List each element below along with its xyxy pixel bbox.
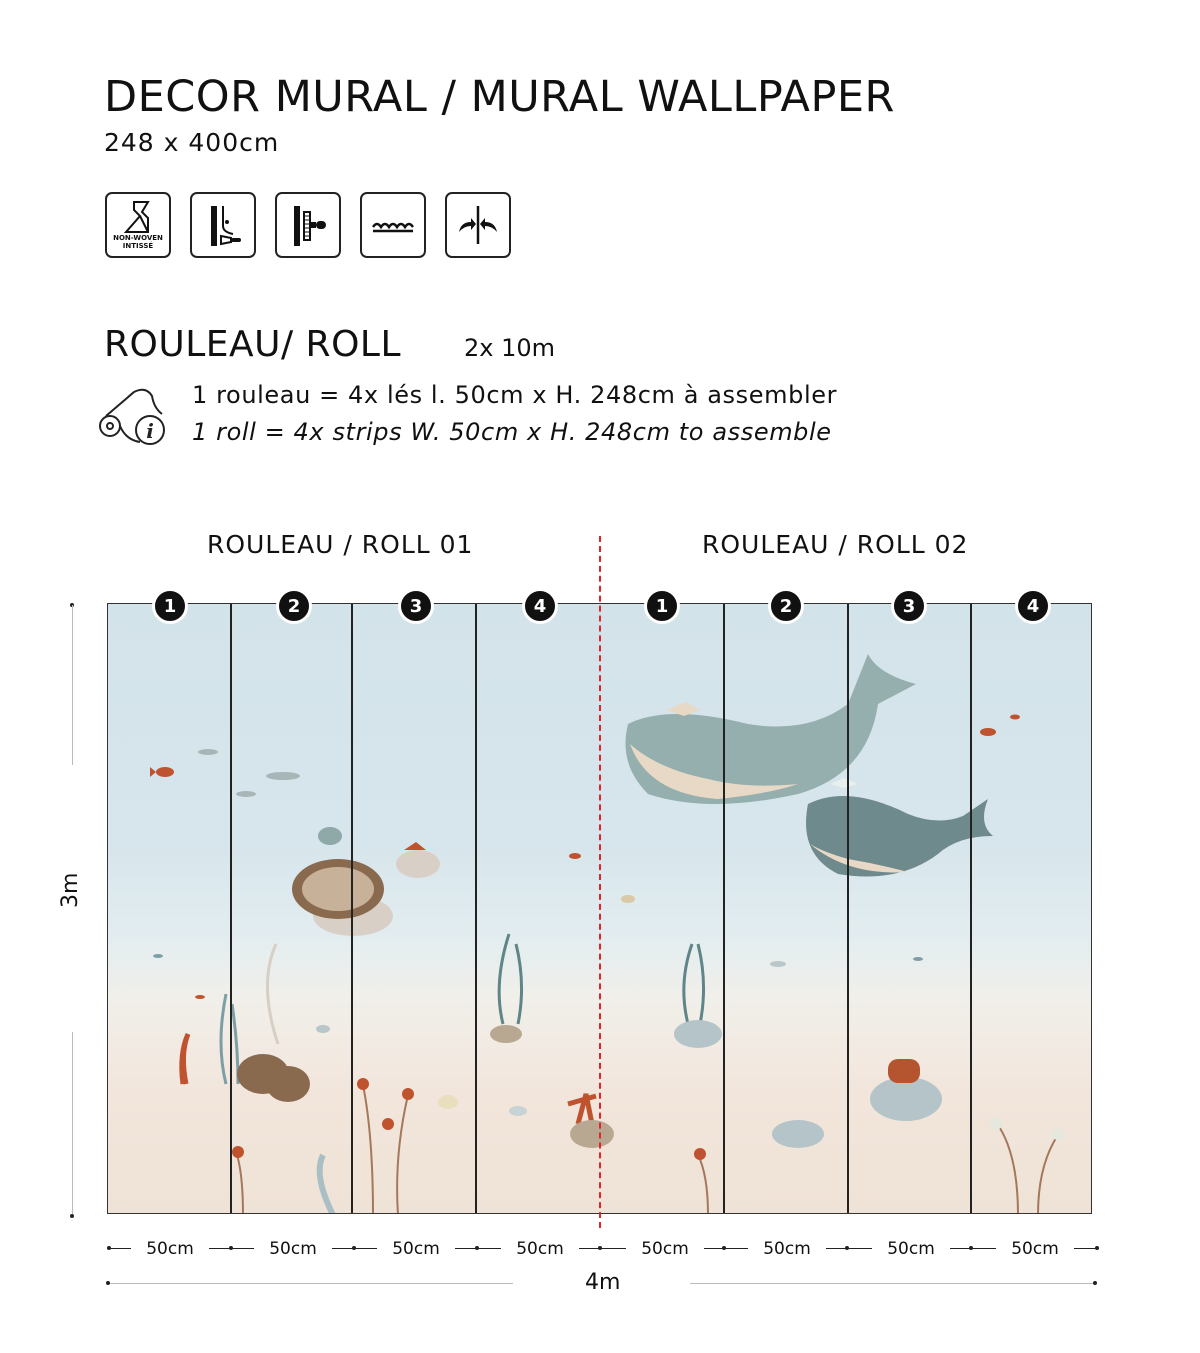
whale-illustration bbox=[626, 654, 994, 877]
strip-width-label: 50cm bbox=[131, 1237, 209, 1261]
roll-info-french: 1 rouleau = 4x lés l. 50cm x H. 248cm à assembler bbox=[192, 381, 838, 409]
strip-badge-roll1-1: 1 bbox=[152, 588, 188, 624]
svg-text:i: i bbox=[146, 419, 154, 443]
butt-join-icon bbox=[445, 192, 511, 258]
strip-divider bbox=[847, 604, 849, 1213]
strip-width-label: 50cm bbox=[501, 1237, 579, 1261]
strip-width-label: 50cm bbox=[748, 1237, 826, 1261]
mural-dimensions: 248 x 400cm bbox=[104, 128, 280, 157]
total-width-line-right bbox=[690, 1283, 1095, 1284]
strip-width-label: 50cm bbox=[872, 1237, 950, 1261]
non-woven-icon bbox=[105, 192, 171, 258]
strip-badge-roll2-4: 4 bbox=[1015, 588, 1051, 624]
strip-divider bbox=[475, 604, 477, 1213]
roll-02-label: ROULEAU / ROLL 02 bbox=[702, 530, 969, 559]
strip-width-label: 50cm bbox=[626, 1237, 704, 1261]
strip-badge-roll2-1: 1 bbox=[644, 588, 680, 624]
roll-info-icon bbox=[96, 382, 168, 450]
strip-divider bbox=[970, 604, 972, 1213]
roll-divider-line bbox=[599, 536, 601, 1228]
strip-width-label: 50cm bbox=[377, 1237, 455, 1261]
strip-badge-roll1-4: 4 bbox=[522, 588, 558, 624]
roll-title: ROULEAU/ ROLL bbox=[104, 324, 402, 365]
paste-the-wall-icon bbox=[190, 192, 256, 258]
total-width-line-left bbox=[108, 1283, 513, 1284]
strip-width-label: 50cm bbox=[254, 1237, 332, 1261]
spec-icons-row bbox=[105, 192, 511, 258]
total-height-line-top bbox=[72, 605, 73, 765]
washable-icon bbox=[360, 192, 426, 258]
strip-width-label: 50cm bbox=[996, 1237, 1074, 1261]
page-title: DECOR MURAL / MURAL WALLPAPER bbox=[104, 72, 895, 122]
total-height-label: 3m bbox=[58, 872, 83, 908]
strip-badge-roll2-2: 2 bbox=[768, 588, 804, 624]
strip-badge-roll2-3: 3 bbox=[891, 588, 927, 624]
strip-divider bbox=[723, 604, 725, 1213]
roll-quantity: 2x 10m bbox=[464, 334, 556, 362]
strip-badge-roll1-3: 3 bbox=[398, 588, 434, 624]
non-woven-label: NON-WOVEN bbox=[113, 234, 163, 242]
intisse-label: INTISSÉ bbox=[122, 242, 154, 250]
brush-application-icon bbox=[275, 192, 341, 258]
strip-badge-roll1-2: 2 bbox=[276, 588, 312, 624]
strip-width-dimensions bbox=[107, 1237, 1099, 1261]
roll-info-english: 1 roll = 4x strips W. 50cm x H. 248cm to assemble bbox=[192, 418, 832, 446]
seaweed-illustration bbox=[182, 934, 1064, 1214]
strip-divider bbox=[230, 604, 232, 1213]
roll-01-label: ROULEAU / ROLL 01 bbox=[207, 530, 474, 559]
strip-divider bbox=[351, 604, 353, 1213]
fish-icon bbox=[150, 715, 1020, 1117]
total-height-line-bottom bbox=[72, 1032, 73, 1214]
total-width-label: 4m bbox=[585, 1270, 621, 1295]
turtle-illustration bbox=[292, 827, 440, 936]
